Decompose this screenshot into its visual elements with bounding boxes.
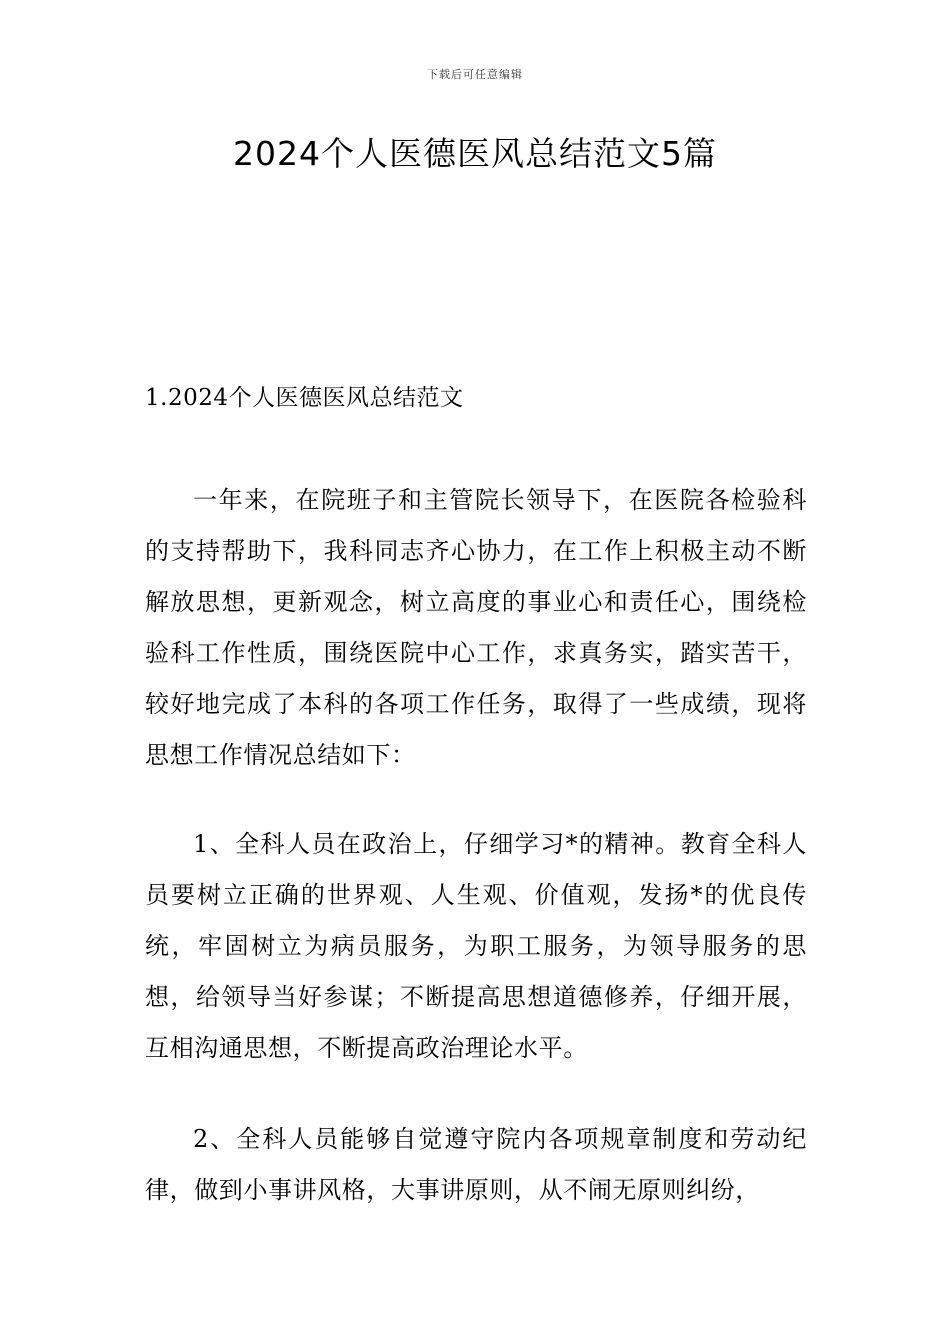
body-paragraph-item-2: 2、全科人员能够自觉遵守院内各项规章制度和劳动纪律，做到小事讲风格，大事讲原则，从不闹无原则纠纷， — [145, 1125, 807, 1204]
document-title: 2024个人医德医风总结范文5篇 — [233, 134, 717, 173]
body-paragraph-intro: 一年来，在院班子和主管院长领导下，在医院各检验科的支持帮助下，我科同志齐心协力，在工作上积极主动不断解放思想，更新观念，树立高度的事业心和责任心，围绕检验科工作性质，围绕医院中心工作，求真务实，踏实苦干，较好地完成了本科的各项工作任务，取得了一些成绩，现将思想工作情况总结如下： — [145, 486, 807, 769]
body-paragraph-item-1: 1、全科人员在政治上，仔细学习*的精神。教育全科人员要树立正确的世界观、人生观、价值观，发扬*的优良传统，牢固树立为病员服务，为职工服务，为领导服务的思想，给领导当好参谋；不断提高思想道德修养，仔细开展，互相沟通思想，不断提高政治理论水平。 — [145, 830, 807, 1062]
header-note: 下载后可任意编辑 — [427, 68, 523, 81]
section-heading: 1.2024个人医德医风总结范文 — [145, 385, 464, 411]
